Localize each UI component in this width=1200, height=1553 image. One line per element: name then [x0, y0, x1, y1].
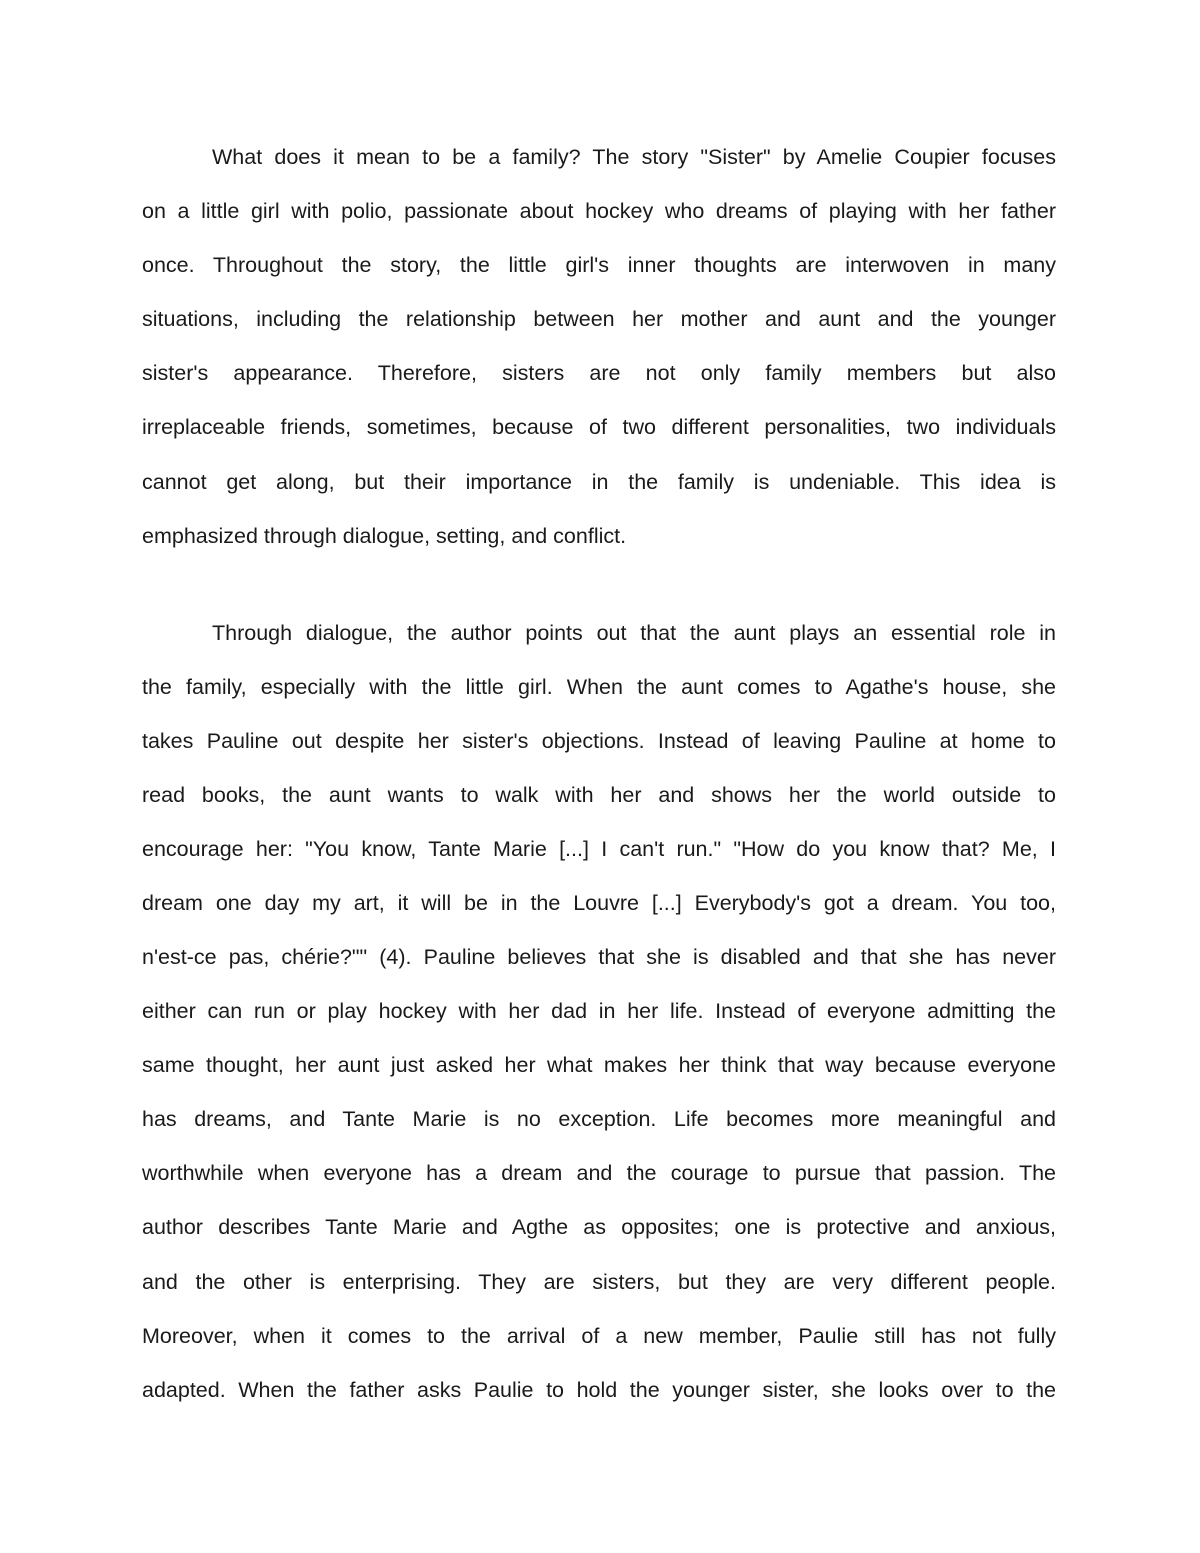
paragraph-2-line-1: Through dialogue, the author points out that the aunt plays an essential role in — [212, 621, 1056, 645]
paragraph-1-line-7: cannot get along, but their importance in the family is undeniable. This idea is — [142, 470, 1056, 494]
paragraph-2-line-9: same thought, her aunt just asked her what makes her think that way because everyone — [142, 1053, 1056, 1077]
paragraph-1-line-1: What does it mean to be a family? The story "Sister" by Amelie Coupier focuses — [212, 145, 1056, 169]
paragraph-2-line-3: takes Pauline out despite her sister's objections. Instead of leaving Pauline at home to — [142, 729, 1056, 753]
paragraph-2-line-7: n'est-ce pas, chérie?"" (4). Pauline believes that she is disabled and that she has never — [142, 945, 1056, 969]
paragraph-2-line-4: read books, the aunt wants to walk with her and shows her the world outside to — [142, 783, 1056, 807]
paragraph-2-line-2: the family, especially with the little girl. When the aunt comes to Agathe's house, she — [142, 675, 1056, 699]
paragraph-2-line-8: either can run or play hockey with her dad in her life. Instead of everyone admitting the — [142, 999, 1056, 1023]
paragraph-1-line-6: irreplaceable friends, sometimes, because of two different personalities, two individuals — [142, 415, 1056, 439]
paragraph-1-line-3: once. Throughout the story, the little girl's inner thoughts are interwoven in many — [142, 253, 1056, 277]
paragraph-2-line-10: has dreams, and Tante Marie is no exception. Life becomes more meaningful and — [142, 1107, 1056, 1131]
paragraph-1-line-8: emphasized through dialogue, setting, and conflict. — [142, 524, 627, 548]
paragraph-2-line-13: and the other is enterprising. They are sisters, but they are very different people. — [142, 1270, 1056, 1294]
paragraph-2-line-14: Moreover, when it comes to the arrival of a new member, Paulie still has not fully — [142, 1324, 1056, 1348]
paragraph-2-line-11: worthwhile when everyone has a dream and the courage to pursue that passion. The — [142, 1161, 1056, 1185]
paragraph-2-line-12: author describes Tante Marie and Agthe as opposites; one is protective and anxious, — [142, 1215, 1056, 1239]
paragraph-1-line-4: situations, including the relationship between her mother and aunt and the younger — [142, 307, 1056, 331]
paragraph-1-line-2: on a little girl with polio, passionate about hockey who dreams of playing with her father — [142, 199, 1056, 223]
paragraph-2-line-6: dream one day my art, it will be in the Louvre [...] Everybody's got a dream. You too, — [142, 891, 1056, 915]
paragraph-1-line-5: sister's appearance. Therefore, sisters are not only family members but also — [142, 361, 1056, 385]
paragraph-2-line-5: encourage her: "You know, Tante Marie [...] I can't run." "How do you know that? Me, I — [142, 837, 1056, 861]
paragraph-2-line-15: adapted. When the father asks Paulie to hold the younger sister, she looks over to the — [142, 1378, 1056, 1402]
